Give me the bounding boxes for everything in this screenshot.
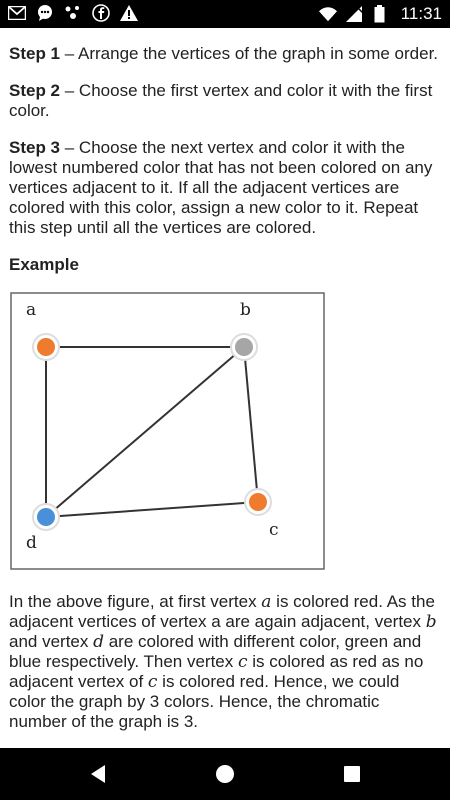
clock-time: 11:31 [400,4,442,23]
math-var: b [425,612,437,632]
step-3 [9,138,440,238]
math-var: c [238,652,248,672]
navigation-bar [0,748,450,800]
chat-bubble-icon [36,4,54,22]
step-label: Step 2 [9,81,61,100]
graph-vertex-b [231,334,257,360]
explanation-text: is colored red. Hence, we could color the graph by 3 colors. Hence, the chromatic number of the graph is 3. [9,672,400,731]
graph-vertex-d [33,504,59,530]
recents-icon[interactable] [340,762,364,786]
home-icon[interactable] [213,762,237,786]
graph-vertex-c [245,489,271,515]
step-label: Step 3 [9,138,61,157]
step-label: Step 1 [9,44,61,63]
graph-figure [10,292,330,572]
explanation-text: In the above figure, at first vertex [9,592,262,611]
step-text: – Arrange the vertices of the graph in some order. [60,44,439,63]
status-bar [0,0,450,28]
explanation-text: is colored as red as no adjacent vertex of [9,652,424,691]
graph-diagram [10,292,330,572]
step-1 [9,44,440,64]
dots-app-icon [64,4,82,22]
explanation-paragraph [9,592,440,732]
vertex-label-d: d [26,533,37,553]
vertex-label-b: b [240,300,251,320]
explanation-text: is colored red. As the adjacent vertices of vertex a are again adjacent, vertex [9,592,435,631]
gmail-icon [8,4,26,22]
step-text: – Choose the first vertex and color it with the first color. [9,81,433,120]
back-icon[interactable] [86,762,110,786]
explanation-text: and vertex [9,632,94,651]
facebook-icon [92,4,110,22]
vertex-label-c: c [269,520,279,540]
explanation-text: are colored with different color, green and blue respectively. Then vertex [9,632,422,671]
math-var: a [261,592,272,612]
math-var: c [147,672,158,692]
article-content[interactable] [0,28,450,748]
example-heading: Example [9,255,79,274]
vertex-label-a: a [26,300,37,320]
warning-icon [120,4,138,22]
signal-icon [345,5,363,23]
battery-icon [371,5,389,23]
graph-vertex-a [33,334,59,360]
math-var: d [93,632,104,652]
step-2 [9,81,440,121]
step-text: – Choose the next vertex and color it with the lowest numbered color that has not been colored on any vertices adjacent to it. If all the adjacent vertices are colored with this color, assign a new color to it. Repeat this step until all the vertices are colored. [9,138,433,237]
wifi-icon [319,5,337,23]
